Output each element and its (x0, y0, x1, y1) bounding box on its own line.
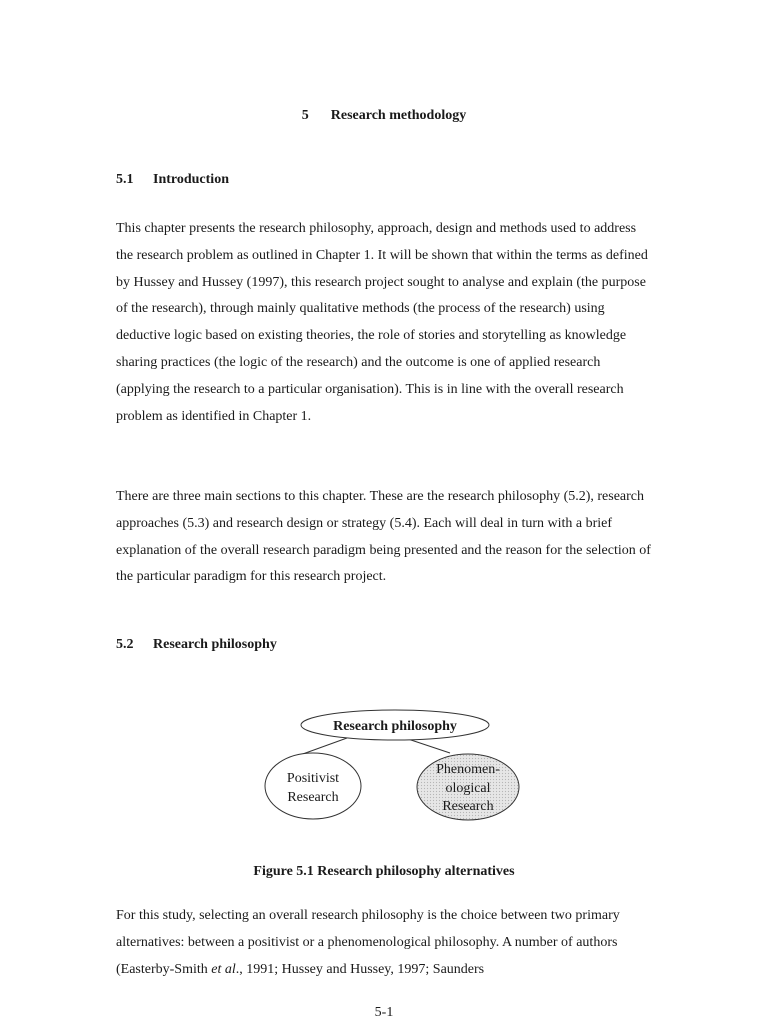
page-number: 5-1 (374, 1005, 394, 1020)
section-title: Introduction (153, 172, 229, 187)
chapter-number: 5 (301, 108, 309, 123)
research-philosophy-diagram (0, 700, 768, 830)
philosophy-text-italic: et al (211, 961, 236, 977)
section-number: 5.2 (116, 637, 134, 652)
intro-paragraph-2: There are three main sections to this chapter. These are the research philosophy (5.2), research approaches (5.3) and research design or strategy (5.4). Each will deal in turn with a brief explanation of the overall research paradigm being presented and the reason for the selection of the particular paradigm for this research project. (116, 489, 651, 585)
section-number: 5.1 (116, 172, 134, 187)
positivist-node-ellipse (265, 753, 361, 819)
chapter-title (0, 108, 768, 124)
philosophy-text-part1: For this study, selecting an overall research philosophy is the choice between two primary alternatives: between a positivist or a phenomenological philosophy. A number of authors (Easterby-Smith (116, 908, 620, 977)
phenomenological-label-line2: ological (445, 781, 491, 796)
phenomenological-label-line3: Research (442, 799, 494, 814)
philosophy-paragraph-1 (116, 903, 656, 983)
section-heading-introduction (116, 172, 229, 188)
root-node-label: Research philosophy (333, 719, 457, 734)
phenomenological-label-line1: Phenomen- (436, 762, 500, 777)
positivist-label-line2: Research (287, 790, 339, 805)
philosophy-text-part2: ., 1991; Hussey and Hussey, 1997; Saunders (235, 961, 485, 977)
intro-paragraph-1: This chapter presents the research philosophy, approach, design and methods used to address the research problem as outlined in Chapter 1. It will be shown that within the terms as defined by Hussey and Hussey (1997), this research project sought to analyse and explain (the purpose of the research), through mainly qualitative methods (the process of the research) using deductive logic based on existing theories, the role of stories and storytelling as knowledge sharing practices (the logic of the research) and the outcome is one of applied research (applying the research to a particular organisation). This is in line with the overall research problem as identified in Chapter 1. (116, 221, 648, 424)
figure-caption: Figure 5.1 Research philosophy alternatives (253, 864, 515, 879)
section-title: Research philosophy (153, 637, 277, 652)
connector-line-left (300, 738, 347, 755)
section-heading-research-philosophy (116, 637, 277, 653)
chapter-title-text: Research methodology (330, 108, 467, 123)
positivist-label-line1: Positivist (286, 771, 340, 786)
